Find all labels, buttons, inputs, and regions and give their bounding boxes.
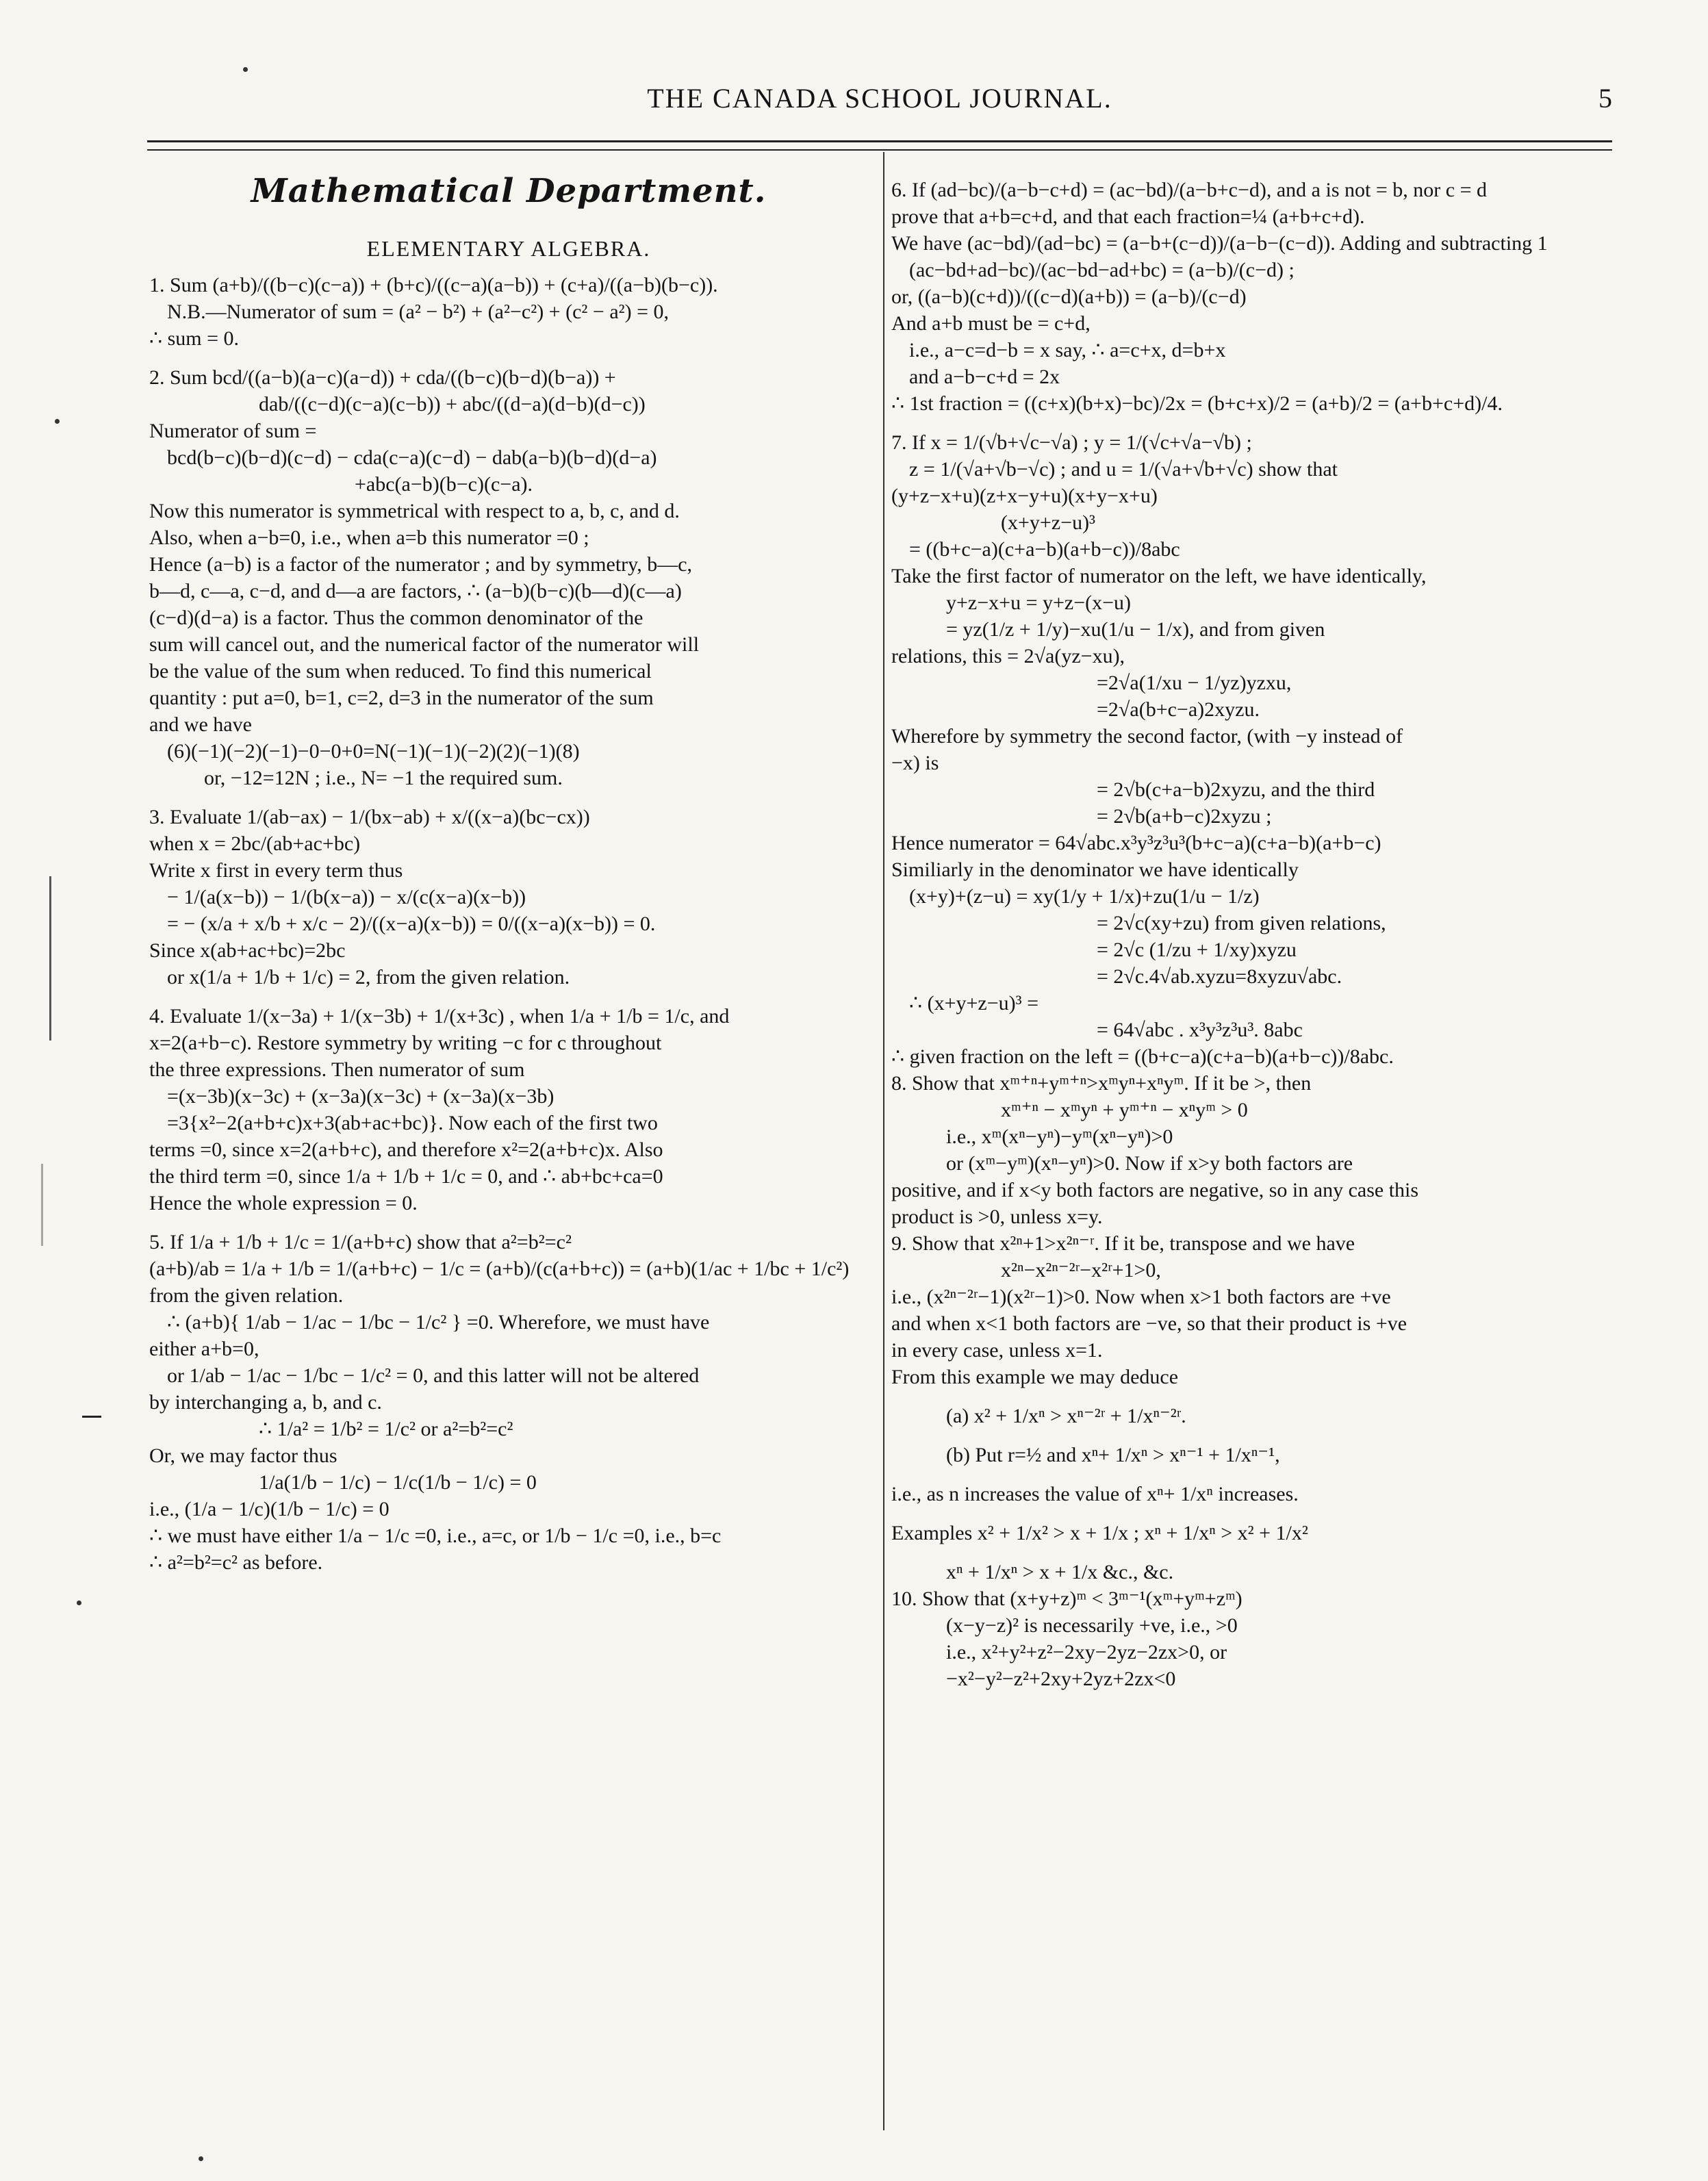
text-line: or 1/ab − 1/ac − 1/bc − 1/c² = 0, and this latter will not be altered xyxy=(167,1364,700,1387)
text-line: 10. Show that (x+y+z)ᵐ < 3ᵐ⁻¹(xᵐ+yᵐ+zᵐ) xyxy=(891,1587,1242,1610)
text-line: = 64√abc . x³y³z³u³. 8abc xyxy=(1097,1019,1303,1041)
text-line: −x) is xyxy=(891,752,939,774)
text-line: 8. Show that xᵐ⁺ⁿ+yᵐ⁺ⁿ>xᵐyⁿ+xⁿyᵐ. If it be >, then xyxy=(891,1072,1312,1095)
text-line: = 2√b(a+b−c)2xyzu ; xyxy=(1097,805,1272,828)
text-line: (a) x² + 1/xⁿ > xⁿ⁻²ʳ + 1/xⁿ⁻²ʳ. xyxy=(946,1405,1186,1427)
text-line: positive, and if x<y both factors are negative, so in any case this xyxy=(891,1179,1419,1201)
text-line: ∴ (a+b){ 1/ab − 1/ac − 1/bc − 1/c² } =0. Wherefore, we must have xyxy=(167,1311,710,1334)
text-line: − 1/(a(x−b)) − 1/(b(x−a)) − x/(c(x−a)(x−b)) xyxy=(167,886,526,908)
text-line: We have (ac−bd)/(ad−bc) = (a−b+(c−d))/(a−b−(c−d)). Adding and subtracting 1 xyxy=(891,232,1548,255)
text-line: = − (x/a + x/b + x/c − 2)/((x−a)(x−b)) = 0/((x−a)(x−b)) = 0. xyxy=(167,913,656,935)
text-line: or, ((a−b)(c+d))/((c−d)(a+b)) = (a−b)/(c−d) xyxy=(891,285,1247,308)
text-line: 9. Show that x²ⁿ+1>x²ⁿ⁻ʳ. If it be, transpose and we have xyxy=(891,1232,1355,1255)
page-header xyxy=(147,82,1612,123)
text-line: by interchanging a, b, and c. xyxy=(149,1391,382,1414)
text-line: sum will cancel out, and the numerical factor of the numerator will xyxy=(149,633,700,656)
text-line: 1. Sum (a+b)/((b−c)(c−a)) + (b+c)/((c−a)(a−b)) + (c+a)/((a−b)(b−c)). xyxy=(149,274,718,296)
text-line: (b) Put r=½ and xⁿ+ 1/xⁿ > xⁿ⁻¹ + 1/xⁿ⁻¹, xyxy=(946,1444,1280,1466)
text-line: Similiarly in the denominator we have identically xyxy=(891,858,1299,881)
scan-speck xyxy=(243,67,248,72)
page-number: 5 xyxy=(1598,83,1612,114)
text-line: ∴ 1st fraction = ((c+x)(b+x)−bc)/2x = (b+c+x)/2 = (a+b)/2 = (a+b+c+d)/4. xyxy=(891,392,1503,415)
text-line: = ((b+c−a)(c+a−b)(a+b−c))/8abc xyxy=(909,538,1180,561)
text-line: = 2√c.4√ab.xyzu=8xyzu√abc. xyxy=(1097,965,1342,988)
text-line: x²ⁿ−x²ⁿ⁻²ʳ−x²ʳ+1>0, xyxy=(1001,1259,1161,1281)
section-heading: ELEMENTARY ALGEBRA. xyxy=(366,236,651,261)
text-line: Now this numerator is symmetrical with respect to a, b, c, and d. xyxy=(149,500,680,522)
text-line: Take the first factor of numerator on the left, we have identically, xyxy=(891,565,1427,587)
text-line: −x²−y²−z²+2xy+2yz+2zx<0 xyxy=(946,1668,1176,1690)
text-line: the three expressions. Then numerator of sum xyxy=(149,1058,525,1081)
text-line: From this example we may deduce xyxy=(891,1366,1179,1388)
text-line: 2. Sum bcd/((a−b)(a−c)(a−d)) + cda/((b−c)(b−d)(b−a)) + xyxy=(149,366,616,389)
text-line: = 2√c(xy+zu) from given relations, xyxy=(1097,912,1386,934)
text-line: Hence the whole expression = 0. xyxy=(149,1192,418,1214)
text-line: ∴ given fraction on the left = ((b+c−a)(c+a−b)(a+b−c))/8abc. xyxy=(891,1045,1394,1068)
text-line: in every case, unless x=1. xyxy=(891,1339,1103,1362)
text-line: Hence numerator = 64√abc.x³y³z³u³(b+c−a)(c+a−b)(a+b−c) xyxy=(891,832,1381,854)
text-line: Or, we may factor thus xyxy=(149,1444,337,1467)
text-line: x=2(a+b−c). Restore symmetry by writing −c for c throughout xyxy=(149,1032,662,1054)
text-line: ∴ sum = 0. xyxy=(149,327,240,350)
scan-margin-mark xyxy=(41,1164,43,1246)
text-line: Since x(ab+ac+bc)=2bc xyxy=(149,939,346,962)
text-line: +abc(a−b)(b−c)(c−a). xyxy=(355,473,533,496)
text-line: prove that a+b=c+d, and that each fraction=¼ (a+b+c+d). xyxy=(891,205,1365,228)
text-line: when x = 2bc/(ab+ac+bc) xyxy=(149,832,361,855)
text-line: =(x−3b)(x−3c) + (x−3a)(x−3c) + (x−3a)(x−3b) xyxy=(167,1085,555,1108)
scan-speck xyxy=(55,419,60,424)
text-line: from the given relation. xyxy=(149,1284,344,1307)
text-line: Hence (a−b) is a factor of the numerator ; and by symmetry, b—c, xyxy=(149,553,693,576)
text-line: (x+y)+(z−u) = xy(1/y + 1/x)+zu(1/u − 1/z) xyxy=(909,885,1260,908)
text-line: Also, when a−b=0, i.e., when a=b this numerator =0 ; xyxy=(149,526,589,549)
scan-margin-mark xyxy=(49,876,51,1041)
text-line: = 2√c (1/zu + 1/xy)xyzu xyxy=(1097,939,1297,961)
text-line: =3{x²−2(a+b+c)x+3(ab+ac+bc)}. Now each of the first two xyxy=(167,1112,658,1134)
text-line: N.B.—Numerator of sum = (a² − b²) + (a²−c²) + (c² − a²) = 0, xyxy=(167,301,670,323)
header-rule-bottom xyxy=(147,149,1612,151)
text-line: and a−b−c+d = 2x xyxy=(909,366,1060,388)
text-line: 6. If (ad−bc)/(a−b−c+d) = (ac−bd)/(a−b+c−d), and a is not = b, nor c = d xyxy=(891,179,1487,201)
text-line: 5. If 1/a + 1/b + 1/c = 1/(a+b+c) show that a²=b²=c² xyxy=(149,1231,572,1253)
text-line: z = 1/(√a+√b−√c) ; and u = 1/(√a+√b+√c) show that xyxy=(909,458,1338,481)
text-line: the third term =0, since 1/a + 1/b + 1/c = 0, and ∴ ab+bc+ca=0 xyxy=(149,1165,663,1188)
text-line: (y+z−x+u)(z+x−y+u)(x+y−x+u) xyxy=(891,485,1158,507)
text-line: dab/((c−d)(c−a)(c−b)) + abc/((d−a)(d−b)(d−c)) xyxy=(259,393,646,416)
scan-margin-dash xyxy=(82,1416,101,1418)
text-line: 1/a(1/b − 1/c) − 1/c(1/b − 1/c) = 0 xyxy=(259,1471,537,1494)
column-divider xyxy=(883,152,884,2130)
text-line: relations, this = 2√a(yz−xu), xyxy=(891,645,1125,667)
text-line: ∴ we must have either 1/a − 1/c =0, i.e., a=c, or 1/b − 1/c =0, i.e., b=c xyxy=(149,1525,722,1547)
text-line: y+z−x+u = y+z−(x−u) xyxy=(946,591,1132,614)
header-rule-top xyxy=(147,140,1612,142)
text-line: ∴ 1/a² = 1/b² = 1/c² or a²=b²=c² xyxy=(259,1418,513,1440)
text-line: bcd(b−c)(b−d)(c−d) − cda(c−a)(c−d) − dab(a−b)(b−d)(d−a) xyxy=(167,446,657,469)
text-line: i.e., a−c=d−b = x say, ∴ a=c+x, d=b+x xyxy=(909,339,1226,361)
text-line: xᵐ⁺ⁿ − xᵐyⁿ + yᵐ⁺ⁿ − xⁿyᵐ > 0 xyxy=(1001,1099,1248,1121)
text-line: Wherefore by symmetry the second factor, (with −y instead of xyxy=(891,725,1403,748)
text-line: b—d, c—a, c−d, and d—a are factors, ∴ (a−b)(b−c)(b—d)(c—a) xyxy=(149,580,682,602)
text-line: (ac−bd+ad−bc)/(ac−bd−ad+bc) = (a−b)/(c−d) ; xyxy=(909,259,1295,281)
text-line: and we have xyxy=(149,713,252,736)
text-line: Write x first in every term thus xyxy=(149,859,403,882)
text-line: i.e., (1/a − 1/c)(1/b − 1/c) = 0 xyxy=(149,1498,390,1520)
text-line: terms =0, since x=2(a+b+c), and therefore x²=2(a+b+c)x. Also xyxy=(149,1138,663,1161)
text-line: (x−y−z)² is necessarily +ve, i.e., >0 xyxy=(946,1614,1238,1637)
text-line: quantity : put a=0, b=1, c=2, d=3 in the numerator of the sum xyxy=(149,687,654,709)
text-line: i.e., xᵐ(xⁿ−yⁿ)−yᵐ(xⁿ−yⁿ)>0 xyxy=(946,1125,1173,1148)
text-line: i.e., as n increases the value of xⁿ+ 1/xⁿ increases. xyxy=(891,1483,1299,1505)
text-line: i.e., x²+y²+z²−2xy−2yz−2zx>0, or xyxy=(946,1641,1227,1663)
text-line: = 2√b(c+a−b)2xyzu, and the third xyxy=(1097,778,1375,801)
text-line: be the value of the sum when reduced. To find this numerical xyxy=(149,660,652,683)
text-line: (a+b)/ab = 1/a + 1/b = 1/(a+b+c) − 1/c = (a+b)/(c(a+b+c)) = (a+b)(1/ac + 1/bc + 1/c²) xyxy=(149,1258,850,1280)
text-line: or, −12=12N ; i.e., N= −1 the required sum. xyxy=(204,767,563,789)
text-line: 4. Evaluate 1/(x−3a) + 1/(x−3b) + 1/(x+3c) , when 1/a + 1/b = 1/c, and xyxy=(149,1005,730,1028)
text-line: =2√a(1/xu − 1/yz)yzxu, xyxy=(1097,672,1292,694)
text-line: xⁿ + 1/xⁿ > x + 1/x &c., &c. xyxy=(946,1561,1174,1583)
right-column xyxy=(891,157,1614,1692)
left-column xyxy=(149,157,868,1576)
text-line: (c−d)(d−a) is a factor. Thus the common denominator of the xyxy=(149,607,643,629)
text-line: and when x<1 both factors are −ve, so that their product is +ve xyxy=(891,1312,1407,1335)
text-line: ∴ a²=b²=c² as before. xyxy=(149,1551,323,1574)
text-line: ∴ (x+y+z−u)³ = xyxy=(909,992,1039,1015)
text-line: (x+y+z−u)³ xyxy=(1001,511,1096,534)
scan-speck xyxy=(199,2156,203,2161)
text-line: either a+b=0, xyxy=(149,1338,259,1360)
department-heading: Mathematical Department. xyxy=(251,172,767,210)
text-line: And a+b must be = c+d, xyxy=(891,312,1091,335)
text-line: (6)(−1)(−2)(−1)−0−0+0=N(−1)(−1)(−2)(2)(−1)(8) xyxy=(167,740,580,763)
text-line: =2√a(b+c−a)2xyzu. xyxy=(1097,698,1260,721)
scan-speck xyxy=(77,1600,81,1605)
text-line: product is >0, unless x=y. xyxy=(891,1206,1103,1228)
text-line: 3. Evaluate 1/(ab−ax) − 1/(bx−ab) + x/((x−a)(bc−cx)) xyxy=(149,806,590,828)
text-line: 7. If x = 1/(√b+√c−√a) ; y = 1/(√c+√a−√b) ; xyxy=(891,431,1252,454)
text-line: = yz(1/z + 1/y)−xu(1/u − 1/x), and from given xyxy=(946,618,1325,641)
journal-title: THE CANADA SCHOOL JOURNAL. xyxy=(647,83,1112,114)
text-line: Numerator of sum = xyxy=(149,420,317,442)
text-line: or (xᵐ−yᵐ)(xⁿ−yⁿ)>0. Now if x>y both factors are xyxy=(946,1152,1353,1175)
text-line: or x(1/a + 1/b + 1/c) = 2, from the given relation. xyxy=(167,966,570,989)
text-line: Examples x² + 1/x² > x + 1/x ; xⁿ + 1/xⁿ > x² + 1/x² xyxy=(891,1522,1308,1544)
text-line: i.e., (x²ⁿ⁻²ʳ−1)(x²ʳ−1)>0. Now when x>1 both factors are +ve xyxy=(891,1286,1391,1308)
